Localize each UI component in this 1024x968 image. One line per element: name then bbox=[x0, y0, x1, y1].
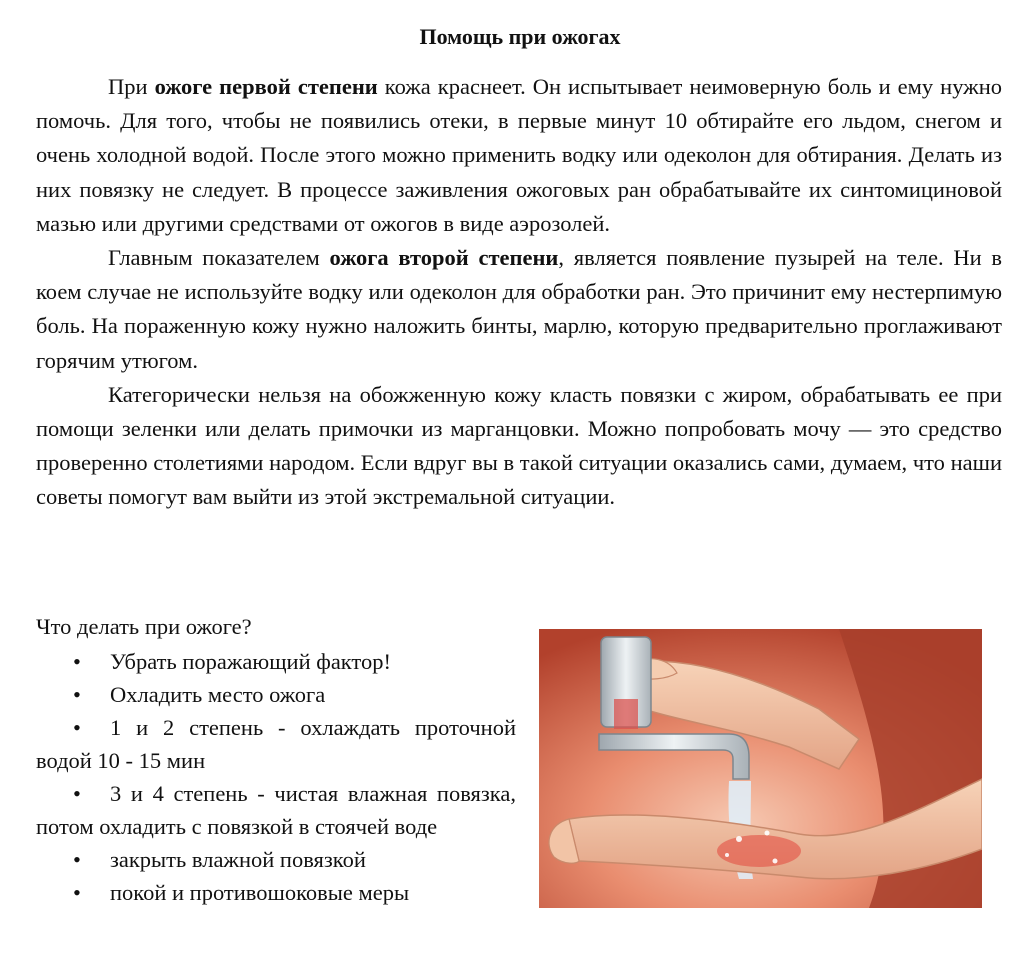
bullet-icon: • bbox=[73, 847, 81, 872]
water-droplet bbox=[773, 859, 778, 864]
tap-red-indicator bbox=[614, 699, 638, 729]
list-item: • Охладить место ожога bbox=[36, 678, 516, 711]
list-item: • 1 и 2 степень - охлаждать проточной водой 10 - 15 мин bbox=[36, 711, 516, 777]
bullet-icon: • bbox=[73, 715, 81, 740]
bullet-icon: • bbox=[73, 649, 81, 674]
list-item: • Убрать поражающий фактор! bbox=[36, 645, 516, 678]
p2-post: , является появление пузырей на теле. Ни в коем случае не используйте водку или одеколон для обработки ран. Это причинит ему нестерпимую боль. На пораженную кожу нужно наложить бинты, марлю, которую предварительно проглаживают горячим утюгом. bbox=[36, 245, 1002, 373]
p1-bold-term: ожоге первой степени bbox=[154, 74, 378, 99]
paragraph-prohibitions: Категорически нельзя на обожженную кожу класть повязки с жиром, обрабатывать ее при помощи зеленки или делать примочки из марганцовки. Можно попробовать мочу — это средство проверенно столетиями народом. Если вдруг вы в такой ситуации оказались сами, думаем, что наши советы помогут вам выйти из этой экстремальной ситуации. bbox=[36, 381, 1002, 510]
illustration-cooling-burn-under-tap bbox=[539, 629, 982, 908]
paragraph-second-degree bbox=[36, 241, 1002, 378]
bullet-icon: • bbox=[73, 781, 81, 806]
p1-pre: При bbox=[108, 74, 155, 99]
page-title: Помощь при ожогах bbox=[419, 24, 621, 49]
list-item: • 3 и 4 степень - чистая влажная повязка, потом охладить с повязкой в стоячей воде bbox=[36, 777, 516, 843]
illustration-svg bbox=[539, 629, 982, 908]
p1-post: кожа краснеет. Он испытывает неимоверную боль и ему нужно помочь. Для того, чтобы не появились отеки, в первые минут 10 обтирайте его льдом, снегом и очень холодной водой. После этого можно применить водку или одеколон для обтирания. Делать из них повязку не следует. В процессе заживления ожоговых ран обрабатывайте их синтомициновой мазью или другими средствами от ожогов в виде аэрозолей. bbox=[36, 74, 1002, 236]
water-droplet bbox=[765, 831, 770, 836]
p2-pre: Главным показателем bbox=[108, 245, 330, 271]
list-heading: Что делать при ожоге? bbox=[36, 614, 252, 639]
water-droplet bbox=[725, 853, 729, 857]
bullet-icon: • bbox=[73, 880, 81, 905]
list-item: • закрыть влажной повязкой bbox=[36, 843, 516, 876]
water-droplet bbox=[736, 836, 742, 842]
p2-bold-term: ожога второй степени bbox=[329, 245, 559, 271]
article-body bbox=[36, 70, 1002, 515]
paragraph-first-degree bbox=[36, 70, 1002, 241]
bullet-icon: • bbox=[73, 682, 81, 707]
burn-area bbox=[717, 835, 801, 867]
list-item: • покой и противошоковые меры bbox=[36, 876, 516, 909]
bullet-list bbox=[36, 645, 516, 909]
